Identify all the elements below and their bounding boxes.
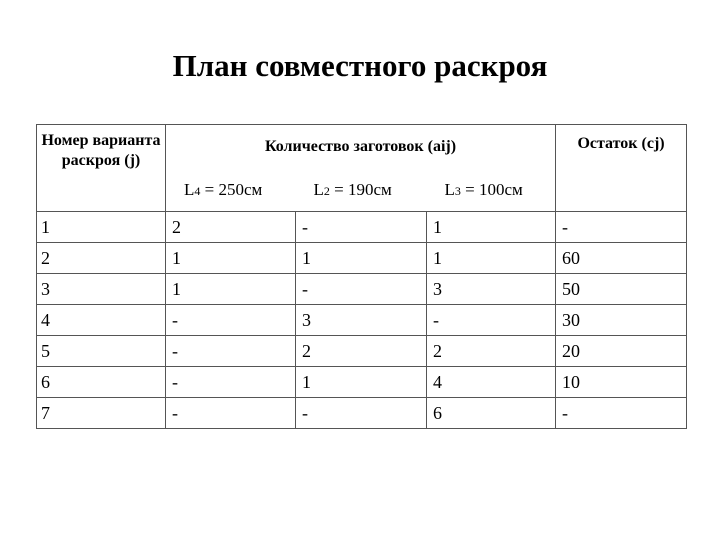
cell-remainder: 50 [556,274,687,305]
cell-l3: 1 [427,243,556,274]
cell-l4: - [166,367,296,398]
cell-l4: - [166,336,296,367]
cell-l2: 1 [296,367,427,398]
cell-remainder: - [556,212,687,243]
cell-l3: 6 [427,398,556,429]
cutting-plan-table [36,124,687,429]
header-length-l3: L3 = 100см [427,168,556,212]
cell-l2: - [296,398,427,429]
cell-variant: 3 [37,274,166,305]
cell-variant: 4 [37,305,166,336]
page-title: План совместного раскроя [172,48,548,83]
header-variant: Номер варианта раскроя (j) [37,125,166,212]
table-row [37,305,687,336]
header-quantity: Количество заготовок (aij) [166,125,556,169]
cell-l3: 4 [427,367,556,398]
cell-l3: 2 [427,336,556,367]
cell-remainder: 30 [556,305,687,336]
table-row [37,367,687,398]
cell-l4: - [166,398,296,429]
table-row [37,243,687,274]
cell-variant: 1 [37,212,166,243]
cell-remainder: - [556,398,687,429]
cell-l3: - [427,305,556,336]
cell-l2: - [296,212,427,243]
header-length-l4: L4 = 250см [166,168,296,212]
table-row [37,274,687,305]
header-remainder: Остаток (cj) [556,125,687,212]
cell-l2: 1 [296,243,427,274]
header-length-l2: L2 = 190см [296,168,427,212]
table-body [37,212,687,429]
cell-variant: 5 [37,336,166,367]
cell-remainder: 10 [556,367,687,398]
cell-l4: - [166,305,296,336]
header-row [37,125,687,169]
cell-variant: 6 [37,367,166,398]
cell-l2: - [296,274,427,305]
cell-l3: 3 [427,274,556,305]
cell-l4: 1 [166,243,296,274]
table-row [37,398,687,429]
cell-l2: 2 [296,336,427,367]
cell-l4: 1 [166,274,296,305]
cell-remainder: 20 [556,336,687,367]
cell-remainder: 60 [556,243,687,274]
cell-variant: 7 [37,398,166,429]
table-row [37,336,687,367]
cell-variant: 2 [37,243,166,274]
cell-l2: 3 [296,305,427,336]
cell-l3: 1 [427,212,556,243]
cell-l4: 2 [166,212,296,243]
table-row [37,212,687,243]
